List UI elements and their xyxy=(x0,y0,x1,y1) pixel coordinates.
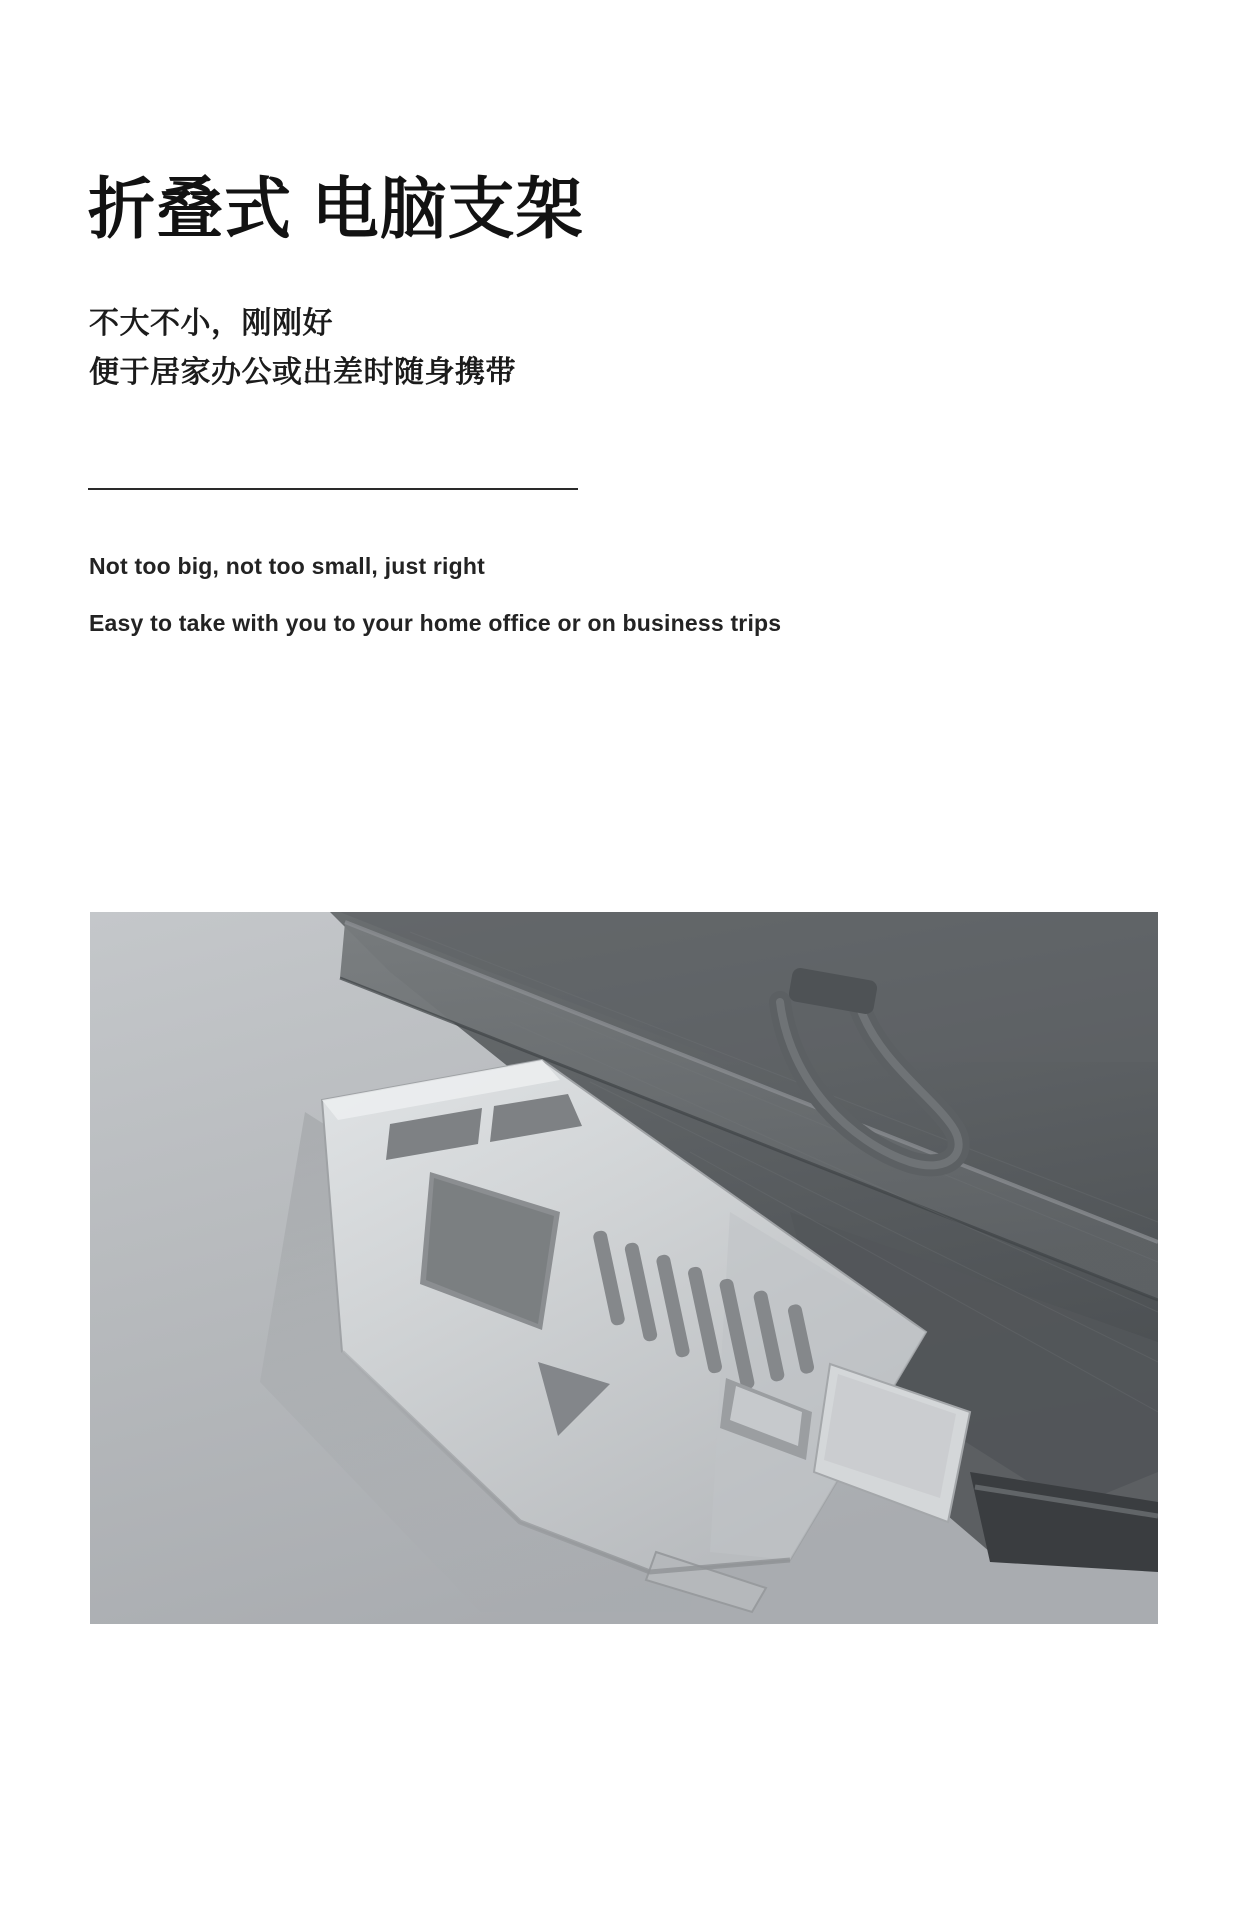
english-caption-line-1: Not too big, not too small, just right xyxy=(89,553,485,579)
english-caption-line-2: Easy to take with you to your home office or on business trips xyxy=(89,610,782,636)
subheading-line-1: 不大不小，刚刚好 xyxy=(89,307,333,340)
english-caption-group xyxy=(89,555,781,635)
subheading-group xyxy=(89,300,516,397)
page-title: 折叠式 电脑支架 xyxy=(88,171,584,247)
product-photo xyxy=(90,912,1158,1624)
subheading-line-2: 便于居家办公或出差时随身携带 xyxy=(89,355,516,389)
product-photo-illustration xyxy=(90,912,1158,1624)
divider-rule xyxy=(88,488,578,490)
